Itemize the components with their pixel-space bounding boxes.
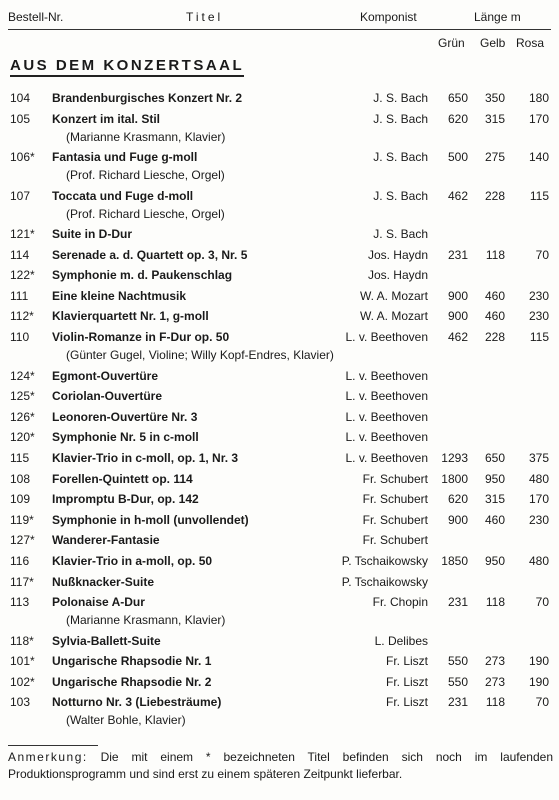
order-number: 108 (10, 471, 31, 486)
composer: Jos. Haydn (367, 247, 428, 262)
composer: L. v. Beethoven (345, 330, 428, 345)
composer: J. S. Bach (373, 111, 428, 126)
length-green: 1850 (441, 553, 468, 568)
composer: Fr. Chopin (372, 595, 428, 610)
order-number: 117* (10, 574, 34, 589)
length-green: 500 (447, 150, 468, 165)
length-green: 462 (447, 330, 468, 345)
table-row (0, 409, 559, 430)
title: Serenade a. d. Quartett op. 3, Nr. 5 (52, 247, 248, 262)
header-composer: Komponist (360, 10, 417, 24)
length-green: 620 (447, 111, 468, 126)
length-green: 900 (447, 288, 468, 303)
composer: Fr. Liszt (385, 695, 428, 710)
performer-note: (Marianne Krasmann, Klavier) (66, 129, 226, 144)
footnote (8, 749, 553, 783)
catalog-list (0, 90, 559, 733)
length-rose: 115 (529, 188, 549, 203)
table-row (0, 574, 559, 595)
order-number: 102* (10, 674, 35, 689)
title: Brandenburgisches Konzert Nr. 2 (52, 91, 243, 105)
order-number: 106* (10, 150, 35, 165)
length-yellow: 460 (484, 512, 505, 527)
length-yellow: 273 (484, 654, 505, 669)
table-row (0, 288, 559, 309)
title: Ungarische Rhapsodie Nr. 2 (52, 674, 212, 689)
composer: L. v. Beethoven (345, 389, 428, 404)
composer: L. v. Beethoven (345, 450, 428, 465)
order-number: 121* (10, 227, 35, 242)
length-green: 620 (447, 492, 468, 507)
table-row (0, 188, 559, 227)
subheader-yellow: Gelb (480, 36, 506, 50)
header-title: Titel (186, 10, 224, 24)
length-green: 462 (447, 188, 468, 203)
subheader-rose: Rosa (516, 36, 545, 50)
order-number: 118* (10, 633, 34, 648)
title: Toccata und Fuge d-moll (52, 188, 194, 203)
table-row (0, 429, 559, 450)
table-row (0, 247, 559, 268)
length-rose: 70 (535, 595, 549, 610)
order-number: 125* (10, 389, 35, 404)
footnote-rule (8, 745, 98, 746)
table-row (0, 388, 559, 409)
length-rose: 70 (535, 247, 549, 262)
composer: L. v. Beethoven (345, 430, 428, 445)
order-number: 107 (10, 188, 31, 203)
length-green: 231 (447, 595, 468, 610)
order-number: 116 (10, 553, 30, 568)
composer: L. v. Beethoven (345, 368, 428, 383)
length-yellow: 118 (485, 247, 505, 262)
order-number: 112* (10, 309, 34, 324)
subheader-green: Grün (438, 36, 465, 50)
length-green: 550 (447, 654, 468, 669)
composer: J. S. Bach (373, 188, 428, 203)
length-green: 900 (447, 309, 468, 324)
order-number: 110 (10, 330, 30, 345)
length-green: 550 (447, 674, 468, 689)
table-row (0, 267, 559, 288)
length-yellow: 650 (484, 450, 505, 465)
title: Klavierquartett Nr. 1, g-moll (52, 309, 209, 324)
length-yellow: 460 (484, 309, 505, 324)
footnote-label: Anmerkung: (8, 750, 88, 764)
composer: L. Delibes (374, 633, 428, 648)
composer: W. A. Mozart (359, 309, 428, 324)
length-yellow: 118 (485, 595, 505, 610)
length-rose: 180 (528, 91, 549, 105)
composer: J. S. Bach (373, 227, 428, 242)
order-number: 124* (10, 368, 35, 383)
order-number: 109 (10, 492, 31, 507)
performer-note: (Walter Bohle, Klavier) (66, 713, 186, 728)
title: Violin-Romanze in F-Dur op. 50 (52, 330, 230, 345)
composer: J. S. Bach (373, 150, 428, 165)
length-rose: 230 (528, 288, 549, 303)
order-number: 104 (10, 91, 31, 105)
length-yellow: 950 (484, 471, 505, 486)
order-number: 127* (10, 533, 35, 548)
length-rose: 480 (528, 471, 549, 486)
length-yellow: 315 (484, 111, 505, 126)
order-number: 114 (10, 247, 30, 262)
title: Klavier-Trio in c-moll, op. 1, Nr. 3 (52, 450, 239, 465)
title: Nußknacker-Suite (52, 574, 155, 589)
order-number: 115 (10, 450, 30, 465)
length-yellow: 315 (484, 492, 505, 507)
table-row (0, 329, 559, 368)
title: Fantasia und Fuge g-moll (52, 150, 198, 165)
column-header (8, 10, 551, 28)
title: Coriolan-Ouvertüre (52, 389, 163, 404)
composer: Jos. Haydn (367, 268, 428, 283)
header-order-number: Bestell-Nr. (8, 10, 64, 24)
title: Notturno Nr. 3 (Liebesträume) (52, 695, 222, 710)
order-number: 101* (10, 654, 35, 669)
title: Impromptu B-Dur, op. 142 (52, 492, 199, 507)
length-rose: 70 (535, 695, 549, 710)
composer: Fr. Schubert (362, 492, 428, 507)
composer: Fr. Schubert (362, 471, 428, 486)
length-green: 231 (447, 247, 468, 262)
table-row (0, 471, 559, 492)
table-row (0, 450, 559, 471)
title: Suite in D-Dur (52, 227, 132, 242)
composer: Fr. Liszt (385, 674, 428, 689)
length-yellow: 228 (484, 330, 505, 345)
composer: P. Tschaikowsky (341, 574, 428, 589)
length-rose: 115 (529, 330, 549, 345)
length-green: 650 (447, 91, 468, 105)
order-number: 122* (10, 268, 35, 283)
title: Eine kleine Nachtmusik (52, 288, 187, 303)
footnote-text: Die mit einem * bezeichneten Titel befinden sich noch im laufenden Produktionsprogramm und sind erst zu einem späteren Zeitpunkt lieferbar. (8, 750, 553, 781)
composer: W. A. Mozart (359, 288, 428, 303)
length-yellow: 275 (484, 150, 505, 165)
performer-note: (Prof. Richard Liesche, Orgel) (66, 206, 225, 221)
length-rose: 230 (528, 309, 549, 324)
performer-note: (Günter Gugel, Violine; Willy Kopf-Endres, Klavier) (66, 348, 334, 363)
length-rose: 170 (528, 492, 549, 507)
table-row (0, 594, 559, 633)
table-row (0, 111, 559, 150)
header-rule (8, 29, 551, 30)
length-rose: 190 (528, 674, 549, 689)
performer-note: (Prof. Richard Liesche, Orgel) (66, 168, 225, 183)
table-row (0, 553, 559, 574)
title: Sylvia-Ballett-Suite (52, 633, 161, 648)
length-yellow: 950 (484, 553, 505, 568)
table-row (0, 532, 559, 553)
order-number: 120* (10, 430, 35, 445)
order-number: 103 (10, 695, 31, 710)
title: Symphonie Nr. 5 in c-moll (52, 430, 199, 445)
title: Leonoren-Ouvertüre Nr. 3 (52, 409, 198, 424)
performer-note: (Marianne Krasmann, Klavier) (66, 613, 226, 628)
title: Forellen-Quintett op. 114 (52, 471, 193, 486)
length-yellow: 460 (484, 288, 505, 303)
title: Ungarische Rhapsodie Nr. 1 (52, 654, 212, 669)
title: Egmont-Ouvertüre (52, 368, 159, 383)
length-yellow: 118 (485, 695, 505, 710)
length-green: 1293 (441, 450, 468, 465)
composer: P. Tschaikowsky (341, 553, 428, 568)
table-row (0, 653, 559, 674)
length-green: 1800 (441, 471, 468, 486)
length-green: 900 (447, 512, 468, 527)
table-row (0, 491, 559, 512)
table-row (0, 674, 559, 695)
table-row (0, 512, 559, 533)
length-rose: 170 (528, 111, 549, 126)
composer: L. v. Beethoven (345, 409, 428, 424)
composer: Fr. Schubert (362, 533, 428, 548)
length-rose: 140 (528, 150, 549, 165)
order-number: 113 (10, 595, 30, 610)
length-rose: 480 (528, 553, 549, 568)
table-row (0, 149, 559, 188)
header-length: Länge m (474, 10, 521, 24)
order-number: 126* (10, 409, 35, 424)
order-number: 119* (10, 512, 34, 527)
title: Polonaise A-Dur (52, 595, 145, 610)
table-row (0, 308, 559, 329)
table-row (0, 694, 559, 733)
title: Wanderer-Fantasie (52, 533, 160, 548)
length-yellow: 350 (484, 91, 505, 105)
composer: Fr. Schubert (362, 512, 428, 527)
length-yellow: 228 (484, 188, 505, 203)
title: Symphonie m. d. Paukenschlag (52, 268, 233, 283)
length-yellow: 273 (484, 674, 505, 689)
composer: J. S. Bach (373, 91, 428, 105)
table-row (0, 226, 559, 247)
title: Symphonie in h-moll (unvollendet) (52, 512, 249, 527)
order-number: 105 (10, 111, 31, 126)
length-rose: 190 (528, 654, 549, 669)
order-number: 111 (10, 288, 29, 303)
section-title: AUS DEM KONZERTSAAL (10, 57, 244, 77)
composer: Fr. Liszt (385, 654, 428, 669)
table-row (0, 90, 559, 111)
table-row (0, 633, 559, 654)
title: Klavier-Trio in a-moll, op. 50 (52, 553, 213, 568)
length-subheader (0, 36, 559, 52)
length-green: 231 (447, 695, 468, 710)
table-row (0, 368, 559, 389)
title: Konzert im ital. Stil (52, 111, 161, 126)
length-rose: 375 (528, 450, 549, 465)
length-rose: 230 (528, 512, 549, 527)
